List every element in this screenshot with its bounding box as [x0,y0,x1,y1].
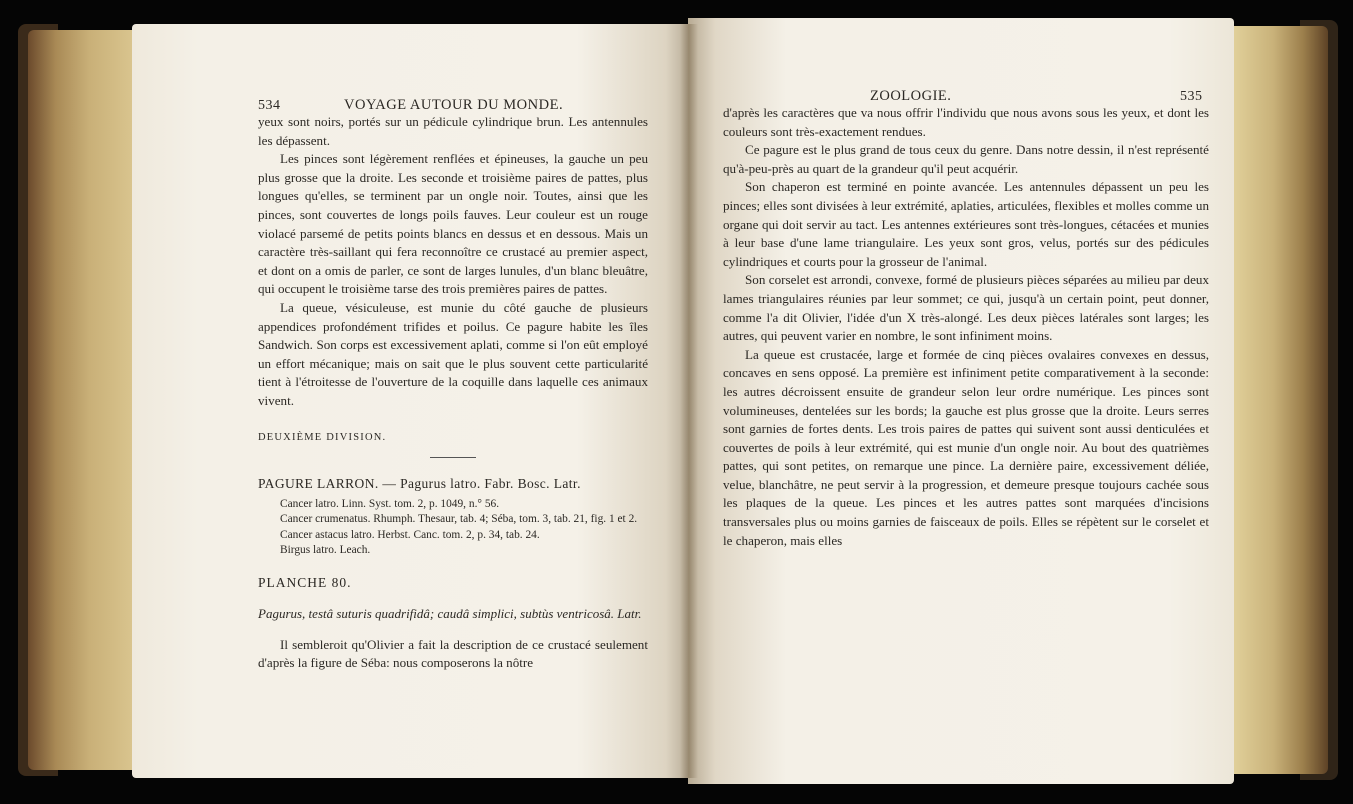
left-paragraph-1: yeux sont noirs, portés sur un pédicule cylindrique brun. Les antennules les dépassent. [258,114,648,148]
synonym-2: Cancer crumenatus. Rhumph. Thesaur, tab. 4; Séba, tom. 3, tab. 21, fig. 1 et 2. [280,513,638,526]
right-paragraph-2: Ce pagure est le plus grand de tous ceux du genre. Dans notre dessin, il n'est représenté qu'à-peu-près au quart de la grandeur qu'il peut acquérir. [723,142,1209,176]
division-heading: DEUXIÈME DIVISION. [258,431,387,443]
book-gutter [680,24,698,778]
species-title: PAGURE LARRON. — Pagurus latro. Fabr. Bosc. Latr. [258,476,581,492]
right-paragraph-3: Son chaperon est terminé en pointe avancée. Les antennules dépassent un peu les pinces; elles sont divisées à leur extrémité, aplaties, articulées, flexibles et molles comme un organe qui doit servir au tact. Les antennes extérieures sont très-longues, cétacées et munies à leur base d'une lame triangulaire. Les yeux sont gros, velus, portés sur des pédicules cylindriques et courts pour la grosseur de l'animal. [723,179,1209,269]
page-edges-right [1228,26,1328,774]
left-page-body [258,113,648,673]
left-running-head: VOYAGE AUTOUR DU MONDE. [344,97,564,113]
left-paragraph-3: La queue, vésiculeuse, est munie du côté gauche de plusieurs appendices profondément trifides et poilus. Ce pagure habite les îles Sandwich. Son corps est excessivement aplati, comme si l'on eût employé un effort mécanique; mais on sait que le plus souvent cette particularité tient à l'étroitesse de l'ouverture de la coquille dans laquelle ces animaux vivent. [258,299,648,408]
right-paragraph-5: La queue est crustacée, large et formée de cinq pièces ovalaires convexes en dessus, concaves en sens opposé. La première est infiniment petite comparativement à la seconde: les autres décroissent ensuite de grandeur selon leur ordre numérique. Les pinces sont volumineuses, dentelées sur les bords; la gauche est plus grosse que la droite. Leurs serres sont garnies de fortes dents. Les trois paires de pattes qui suivent sont aussi denticulées et couvertes de poils à leur extrémité, qui est munie d'un ongle noir. Au bout des quatrièmes pattes, qui sont petites, on remarque une pince. La dernière paire, excessivement déliée, velue, blanchâtre, ne peut servir à la progression, et demeure presque toujours cachée sous les plaques de la queue. Les pinces et les autres pattes sont marquées d'incisions transversales plus ou moins garnies de faisceaux de poils. Elles se répètent sur le corselet et le chaperon, mais elles [723,346,1209,548]
right-paragraph-4: Son corselet est arrondi, convexe, formé de plusieurs pièces séparées au milieu par deux lames triangulaires réunies par leur sommet; ce qui, jusqu'à un certain point, peut donner, comme l'a dit Olivier, l'idée d'un X très-alongé. Les deux pièces latérales sont larges; les autres, qui peuvent varier en nombre, le sont infiniment moins. [723,272,1209,344]
left-page-number: 534 [258,98,281,113]
page-edges-left [28,30,140,770]
synonym-4: Birgus latro. Leach. [280,543,371,556]
right-page-body [723,104,1209,550]
latin-diagnosis: Pagurus, testâ suturis quadrifidâ; caudâ simplici, subtùs ventricosâ. Latr. [258,605,642,621]
synonym-1: Cancer latro. Linn. Syst. tom. 2, p. 1049, n.° 56. [280,497,500,510]
plate-heading: PLANCHE 80. [258,575,352,591]
left-paragraph-2: Les pinces sont légèrement renflées et épineuses, la gauche un peu plus grosse que la droite. Les seconde et troisième paires de pattes, plus longues qu'elles, se terminent par un ongle noir. Toutes, ainsi que les pinces, sont couvertes de longs poils fauves. Leur couleur est un rouge violacé parsemé de petits points blancs en dessus et en dessous. Mais un caractère très-saillant qui fera reconnoître ce crustacé au premier aspect, et dont on a omis de parler, ce sont de larges lunules, d'un blanc bleuâtre, qui occupent le troisième tarse des trois premières paires de pattes. [258,151,648,297]
right-paragraph-1: d'après les caractères que va nous offrir l'individu que nous avons sous les yeux, et dont les couleurs sont très-exactement rendues. [723,105,1209,139]
right-page-number: 535 [1180,89,1203,104]
right-running-head: ZOOLOGIE. [870,88,952,104]
left-paragraph-4: Il sembleroit qu'Olivier a fait la description de ce crustacé seulement d'après la figure de Séba: nous composerons la nôtre [258,636,648,671]
synonym-3: Cancer astacus latro. Herbst. Canc. tom. 2, p. 34, tab. 24. [280,528,540,541]
